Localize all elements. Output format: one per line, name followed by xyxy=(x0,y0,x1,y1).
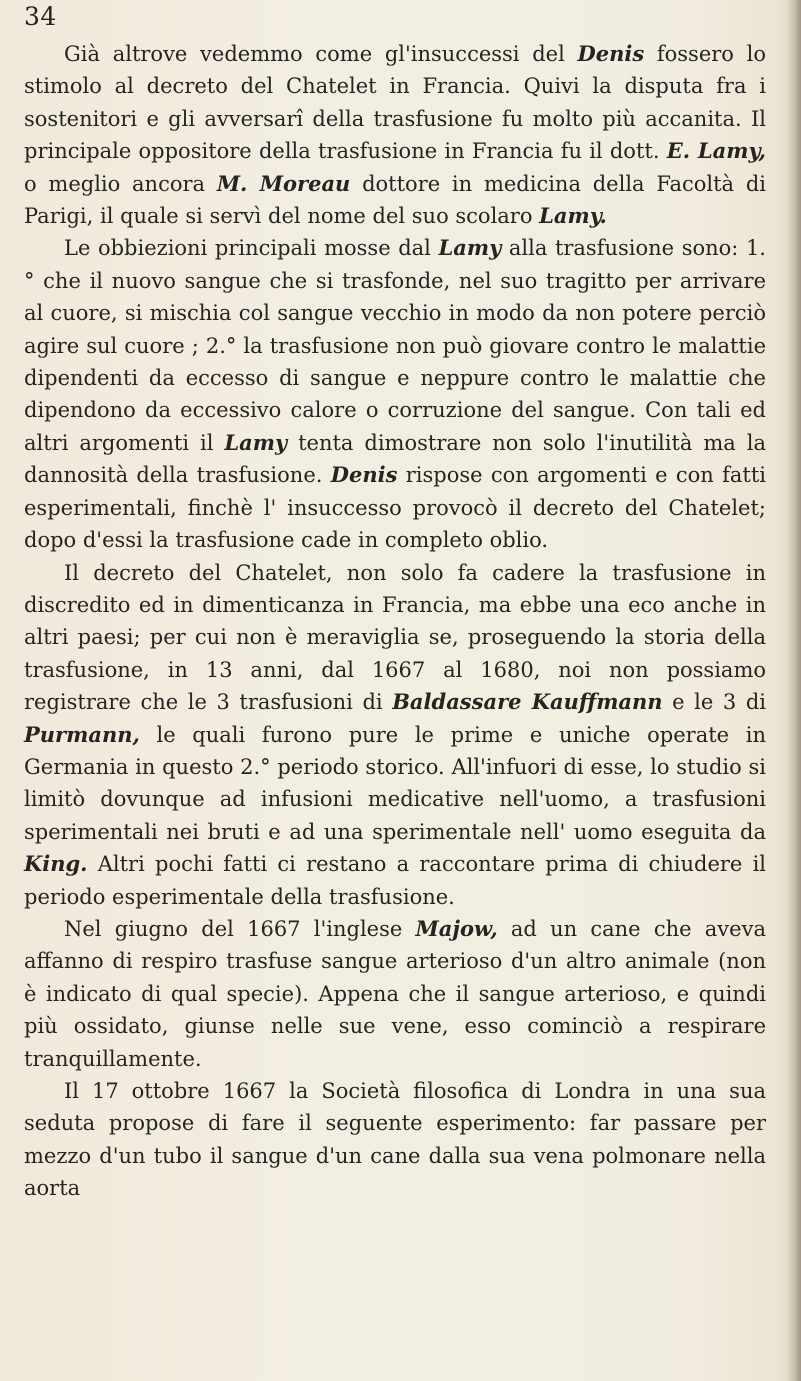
italic-name: Majow, xyxy=(415,915,498,941)
text-run: Il 17 ottobre 1667 la Società filosofica di Londra in una sua seduta propose di fare il seguente esperimento: far passare per mezzo d'un tubo il sangue d'un cane dalla sua vena polmonare nella aorta xyxy=(24,1079,766,1201)
paragraph xyxy=(24,913,766,1075)
italic-name: Denis xyxy=(577,41,645,66)
italic-name: Lamy xyxy=(224,429,288,455)
text-run: o meglio ancora xyxy=(24,171,217,196)
italic-name: Lamy. xyxy=(539,203,607,229)
paragraph xyxy=(24,1075,766,1205)
text-run: Il decreto del Chatelet, non solo fa cadere la trasfusione in discredito ed in dimenticanza in Francia, ma ebbe una eco anche in altri paesi; per cui non è meraviglia se, proseguendo la storia della trasfusione, in 13 anni, dal 1667 al 1680, noi non possiamo registrare che le 3 trasfusioni di xyxy=(24,560,766,715)
paragraph xyxy=(24,38,766,232)
italic-name: Lamy xyxy=(438,235,502,261)
italic-name: Baldassare Kauffmann xyxy=(392,689,663,715)
text-run: Già altrove vedemmo come gl'insuccessi del xyxy=(64,42,578,66)
italic-name: Purmann, xyxy=(24,721,140,747)
page-number: 34 xyxy=(24,2,57,31)
italic-name: M. Moreau xyxy=(216,170,351,196)
italic-name: King. xyxy=(24,851,88,877)
italic-name: E. Lamy, xyxy=(666,138,766,164)
text-run: Le obbiezioni principali mosse dal xyxy=(64,236,439,261)
text-run: e le 3 di xyxy=(662,690,766,715)
text-run: ad un cane che aveva affanno di respiro trasfuse sangue arterioso d'un altro animale (non è indicato di qual specie). Appena che il sangue arterioso, e quindi più ossidato, giunse nelle sue vene, esso cominciò a respirare tranquillamente. xyxy=(24,916,766,1071)
text-run: le quali furono pure le prime e uniche operate in Germania in questo 2.° periodo storico. All'infuori di esse, lo studio si limitò dovunque ad infusioni medicative nell'uomo, a trasfusioni sperimentali nei bruti e ad una sperimentale nell' uomo eseguita da xyxy=(24,722,766,844)
italic-name: Denis xyxy=(330,462,398,488)
paragraph xyxy=(24,557,766,913)
text-run: tenta dimostrare non solo l'inutilità ma la dannosità della trasfusione. xyxy=(24,430,766,488)
text-run: Altri pochi fatti ci restano a raccontare prima di chiudere il periodo esperimentale della trasfusione. xyxy=(24,852,766,909)
body-text xyxy=(24,38,766,1205)
text-run: fossero lo stimolo al decreto del Chatelet in Francia. Quivi la disputa fra i sostenitori e gli avversarî della trasfusione fu molto più accanita. Il principale oppositore della trasfusione in Francia fu il dott. xyxy=(24,42,766,164)
text-run: Nel giugno del 1667 l'inglese xyxy=(64,916,416,941)
text-run: rispose con argomenti e con fatti esperimentali, finchè l' insuccesso provocò il decreto del Chatelet; dopo d'essi la trasfusione cade in completo oblio. xyxy=(24,463,766,553)
paragraph xyxy=(24,232,766,556)
text-run: alla trasfusione sono: 1.° che il nuovo sangue che si trasfonde, nel suo tragitto per arrivare al cuore, si mischia col sangue vecchio in modo da non potere perciò agire sul cuore ; 2.° la trasfusione non può giovare contro le malattie dipendenti da eccesso di sangue e neppure contro le malattie che dipendono da eccessivo calore o corruzione del sangue. Con tali ed altri argomenti il xyxy=(24,236,766,455)
text-run: dottore in medicina della Facoltà di Parigi, il quale si servì del nome del suo scolaro xyxy=(24,171,766,229)
page-edge-shadow xyxy=(787,0,801,1381)
